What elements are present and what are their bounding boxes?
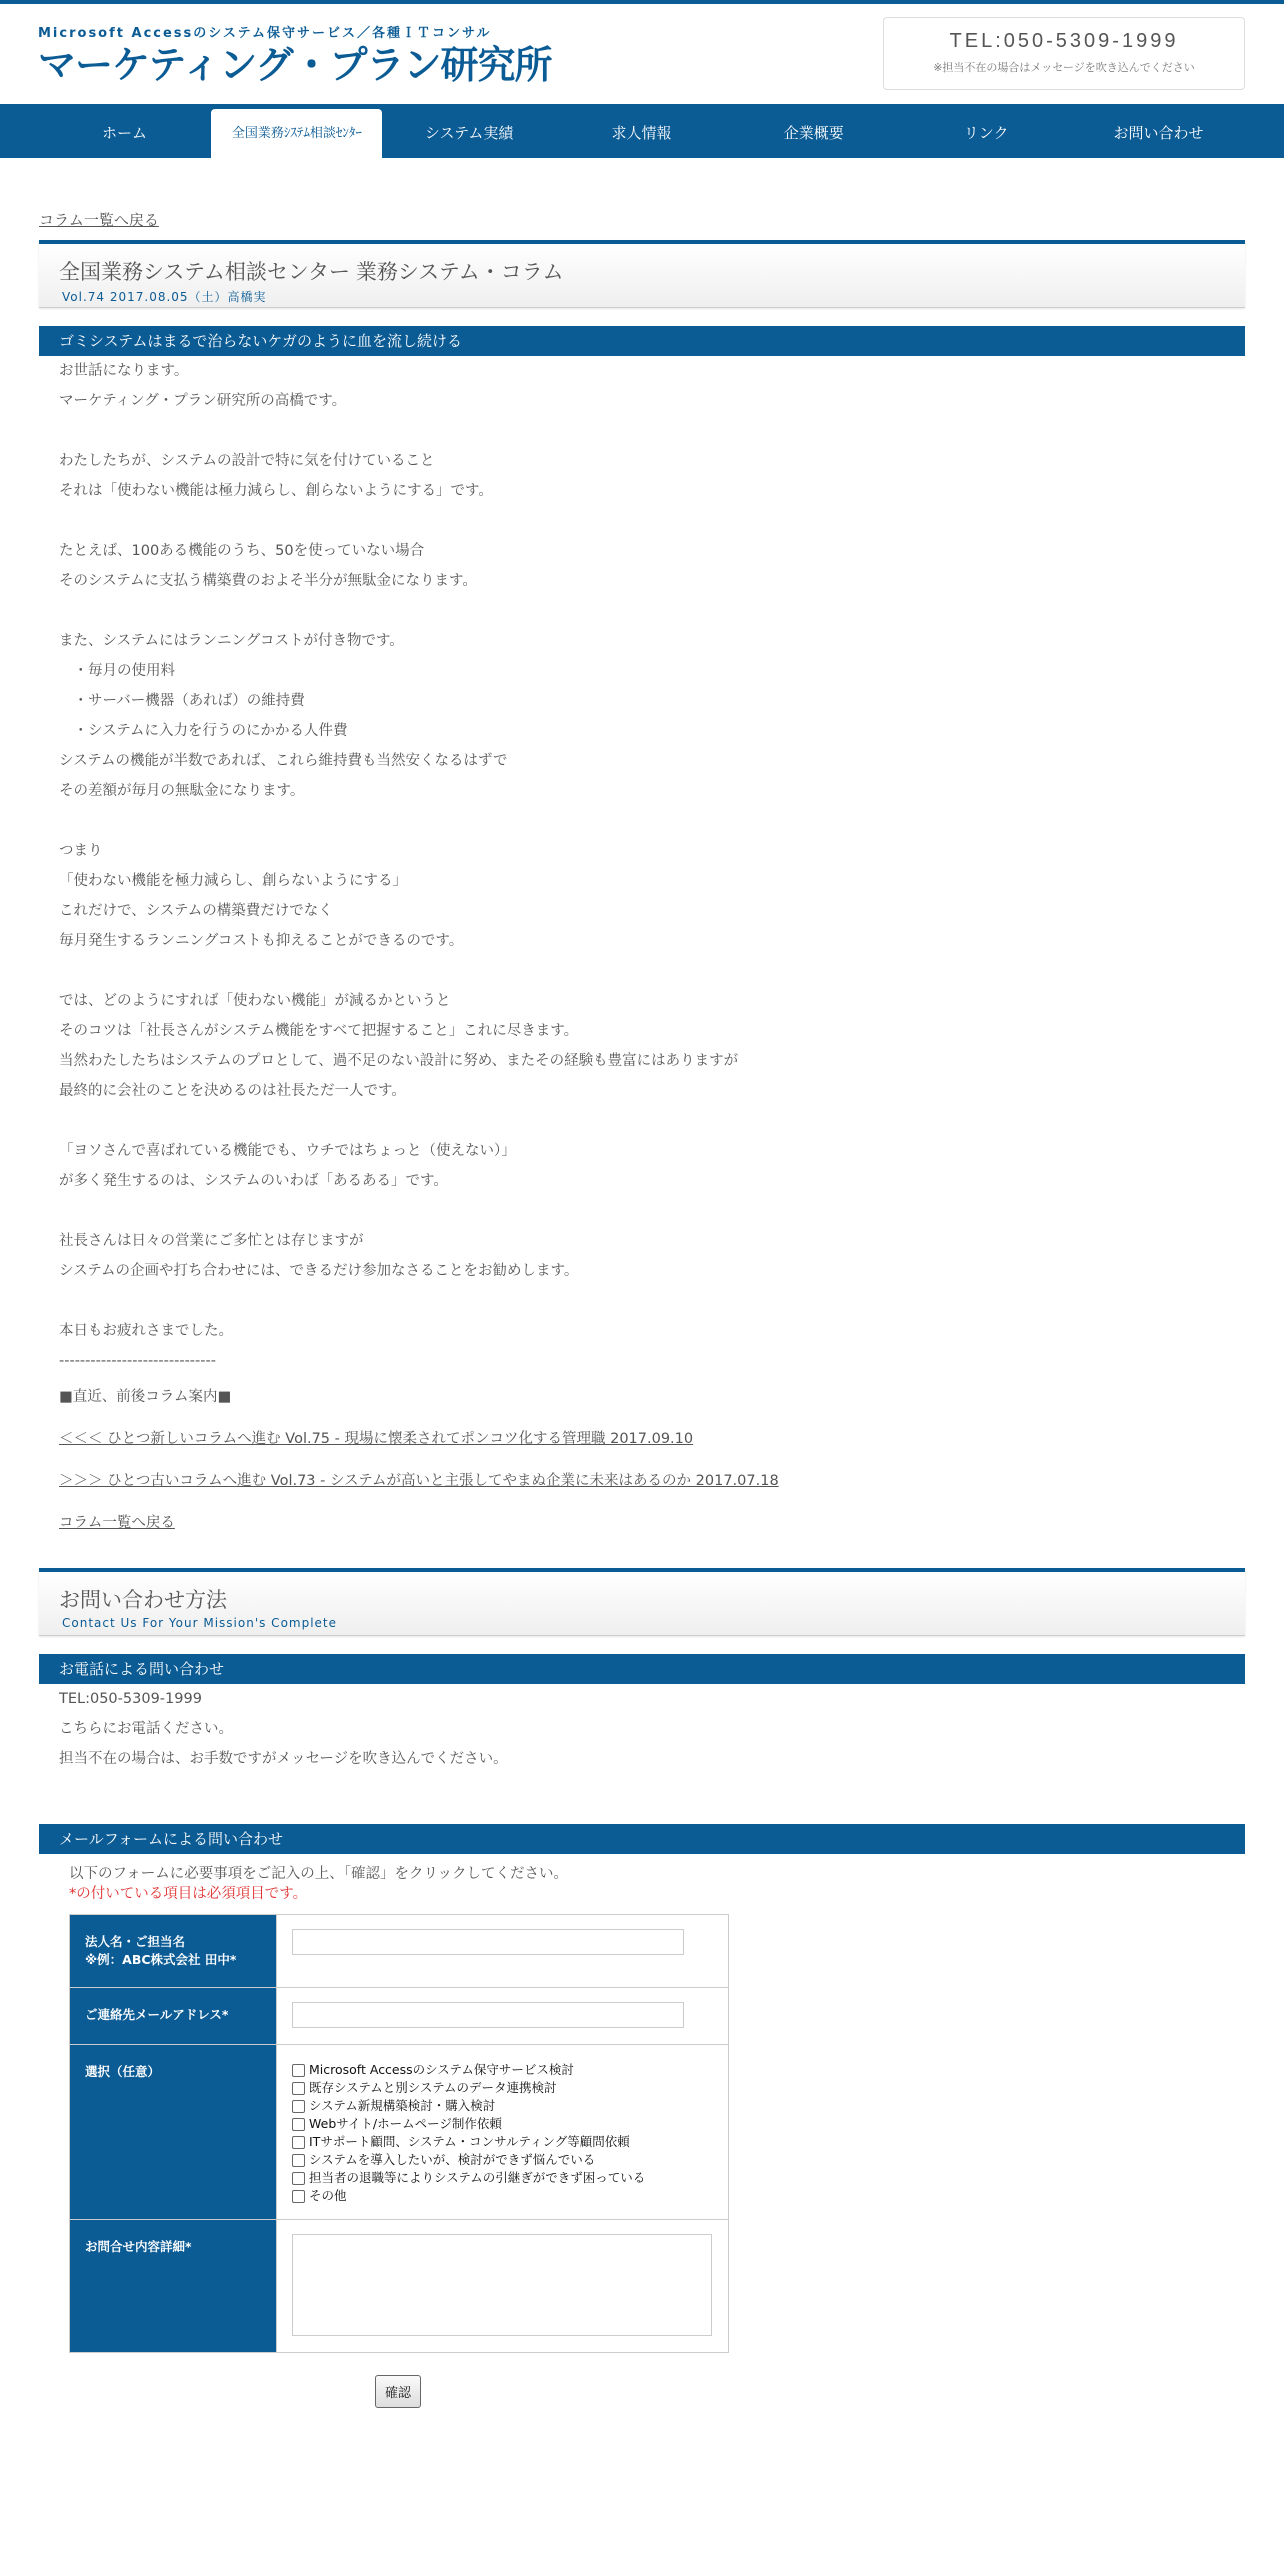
blank-line [59,596,1225,626]
article-line: 「ヨソさんで喜ばれている機能でも、ウチではちょっと（使えない）」 [59,1143,516,1159]
nav-consulting-center[interactable]: 全国業務ｼｽﾃﾑ相談ｾﾝﾀｰ [211,109,382,158]
article-body [59,356,1225,1346]
site-header [0,4,1284,104]
blank-line [59,506,1225,536]
form-intro-text: 以下のフォームに必要事項をご記入の上、「確認」をクリックしてください。 [69,1866,568,1882]
inquiry-option[interactable] [292,2115,713,2133]
contact-form [69,1914,729,2353]
phone-contact-body [39,1684,1245,1774]
nav-links[interactable]: リンク [963,124,1009,142]
checkbox[interactable] [292,2136,305,2149]
article-line: ・毎月の使用料 [59,663,175,679]
older-column-link[interactable]: ＞＞＞ ひとつ古いコラムへ進む Vol.73 - システムが高いと主張してやまぬ企業に未来はあるのか 2017.07.18 [59,1473,779,1489]
article-line: ・サーバー機器（あれば）の維持費 [59,693,305,709]
blank-line [59,416,1225,446]
option-label: システム新規構築検討・購入検討 [309,2098,496,2113]
column-title-box [39,240,1245,308]
detail-field-label: お問合せ内容詳細* [70,2220,277,2353]
article-line: 最終的に会社のことを決めるのは社長ただ一人です。 [59,1083,406,1099]
blank-line [59,1106,1225,1136]
inquiry-option[interactable] [292,2097,713,2115]
option-label: システムを導入したいが、検討ができず悩んでいる [309,2152,596,2167]
form-intro [39,1864,1245,1904]
column-article [39,356,1245,1538]
contact-subtitle: Contact Us For Your Mission's Complete [62,1616,338,1630]
confirm-button[interactable]: 確認 [375,2375,421,2408]
nav-contact[interactable]: お問い合わせ [1113,124,1204,142]
article-line: システムの機能が半数であれば、これら維持費も当然安くなるはずで [59,753,508,769]
blank-line [59,806,1225,836]
back-to-column-list-link[interactable]: コラム一覧へ戻る [39,211,159,229]
article-line: ・システムに入力を行うのにかかる人件費 [59,723,348,739]
article-line: では、どのようにすれば「使わない機能」が減るかというと [59,993,451,1009]
inquiry-option[interactable] [292,2151,713,2169]
back-to-column-list-link-bottom[interactable]: コラム一覧へ戻る [59,1515,175,1531]
article-line: たとえば、100ある機能のうち、50を使っていない場合 [59,543,425,559]
logo-tagline: Microsoft Accessのシステム保守サービス／各種ＩＴコンサル [38,26,492,41]
nav-recruit[interactable]: 求人情報 [611,124,672,142]
checkbox[interactable] [292,2100,305,2113]
detail-textarea[interactable] [292,2234,712,2336]
blank-line [59,1286,1225,1316]
article-line: 本日もお疲れさまでした。 [59,1323,233,1339]
article-line: そのコツは「社長さんがシステム機能をすべて把握すること」これに尽きます。 [59,1023,579,1039]
checkbox[interactable] [292,2172,305,2185]
nearby-columns-label: ■直近、前後コラム案内■ [59,1389,232,1405]
nav-home[interactable]: ホーム [101,124,147,142]
article-line: また、システムにはランニングコストが付き物です。 [59,633,404,649]
article-line: お世話になります。 [59,363,189,379]
tel-note: ※担当不在の場合はメッセージを吹き込んでください [933,61,1195,74]
newer-column-link[interactable]: ＜＜＜ ひとつ新しいコラムへ進む Vol.75 - 現場に懐柔されてポンコツ化する管理職 2017.09.10 [59,1431,694,1447]
email-field-label: ご連絡先メールアドレス* [70,1988,277,2045]
email-input[interactable] [292,2002,684,2028]
article-line: その差額が毎月の無駄金になります。 [59,783,305,799]
checkbox[interactable] [292,2082,305,2095]
column-title: 全国業務システム相談センター 業務システム・コラム [59,261,564,284]
name-label-example: ※例：ABC株式会社 田中* [85,1952,237,1967]
inquiry-option[interactable] [292,2079,713,2097]
main-content [39,209,1245,2408]
article-line: 「使わない機能を極力減らし、創らないようにする」 [59,873,407,889]
tel-number: TEL:050-5309-1999 [949,30,1179,52]
option-label: 既存システムと別システムのデータ連携検討 [309,2080,557,2095]
option-label: 担当者の退職等によりシステムの引継ぎができず困っている [309,2170,646,2185]
blank-line [59,1196,1225,1226]
article-line: わたしたちが、システムの設計で特に気を付けていること [59,453,435,469]
column-subtitle: Vol.74 2017.08.05（土）高橋実 [62,290,267,304]
option-label: Microsoft Accessのシステム保守サービス検討 [309,2062,574,2077]
nav-system-results[interactable]: システム実績 [424,124,514,142]
article-line: マーケティング・プラン研究所の高橋です。 [59,393,347,409]
article-line: 毎月発生するランニングコストも抑えることができるのです。 [59,933,464,949]
site-logo[interactable] [38,22,551,89]
select-field-label: 選択（任意） [70,2045,277,2220]
article-line: これだけで、システムの構築費だけでなく [59,903,333,919]
article-line: つまり [59,843,103,859]
article-line: システムの企画や打ち合わせには、できるだけ参加なさることをお勧めします。 [59,1263,579,1279]
inquiry-option[interactable] [292,2187,713,2205]
inquiry-option[interactable] [292,2169,713,2187]
phone-contact-heading: お電話による問い合わせ [39,1654,1245,1684]
contact-title: お問い合わせ方法 [59,1589,227,1612]
blank-line [59,956,1225,986]
article-line: 当然わたしたちはシステムのプロとして、過不足のない設計に努め、またその経験も豊富にはありますが [59,1053,739,1069]
logo-title: マーケティング・プラン研究所 [38,43,552,87]
article-line: が多く発生するのは、システムのいわば「あるある」です。 [59,1173,448,1189]
tel-box [883,17,1245,90]
contact-title-box [39,1568,1245,1636]
option-label: その他 [309,2188,347,2203]
option-label: ITサポート顧問、システム・コンサルティング等顧問依頼 [309,2134,630,2149]
inquiry-option[interactable] [292,2133,713,2151]
checkbox[interactable] [292,2154,305,2167]
checkbox[interactable] [292,2064,305,2077]
option-label: Webサイト/ホームページ制作依頼 [309,2116,502,2131]
phone-line: TEL:050-5309-1999 [59,1691,202,1707]
divider-text: ------------------------------ [59,1353,216,1369]
inquiry-option[interactable] [292,2061,713,2079]
name-label-line: 法人名・ご担当名 [85,1934,186,1949]
name-field-label [70,1915,277,1988]
phone-line: こちらにお電話ください。 [59,1721,233,1737]
nav-company[interactable]: 企業概要 [783,124,844,142]
article-line: 社長さんは日々の営業にご多忙とは存じますが [59,1233,364,1249]
mail-contact-heading: メールフォームによる問い合わせ [39,1824,1245,1854]
inquiry-options [292,2061,713,2205]
checkbox[interactable] [292,2118,305,2131]
checkbox[interactable] [292,2190,305,2203]
main-nav [0,104,1284,158]
form-required-note: *の付いている項目は必須項目です。 [69,1886,308,1902]
article-line: そのシステムに支払う構築費のおよそ半分が無駄金になります。 [59,573,477,589]
column-heading: ゴミシステムはまるで治らないケガのように血を流し続ける [39,326,1245,356]
phone-line: 担当不在の場合は、お手数ですがメッセージを吹き込んでください。 [59,1751,508,1767]
name-input[interactable] [292,1929,684,1955]
article-line: それは「使わない機能は極力減らし、創らないようにする」です。 [59,483,493,499]
